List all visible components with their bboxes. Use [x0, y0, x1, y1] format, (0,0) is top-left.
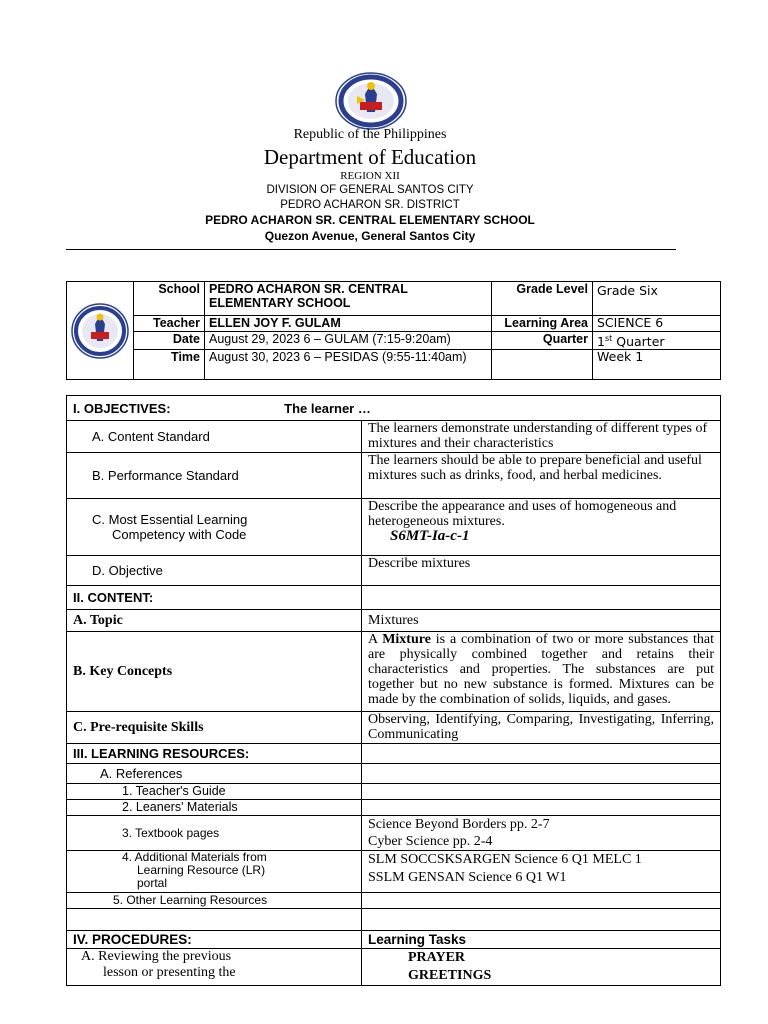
- key-concepts-label: B. Key Concepts: [67, 632, 362, 712]
- time-label: Time: [134, 350, 205, 380]
- additional-value-line1: SLM SOCCSKSARGEN Science 6 Q1 MELC 1: [368, 852, 642, 867]
- grade-level-value: Grade Six: [593, 282, 721, 316]
- empty-cell: [362, 893, 721, 909]
- key-concepts-value: [362, 632, 721, 712]
- additional-line1: 4. Additional Materials from: [122, 850, 267, 864]
- textbook-pages-label: 3. Textbook pages: [67, 816, 362, 851]
- objectives-row: [67, 396, 721, 421]
- teacher-label: Teacher: [134, 316, 205, 332]
- region-heading: REGION XII: [340, 170, 400, 182]
- references-label: A. References: [67, 764, 362, 784]
- division-heading: DIVISION OF GENERAL SANTOS CITY: [266, 184, 474, 196]
- melc-label-line1: C. Most Essential Learning: [92, 512, 248, 527]
- textbook-pages-value: [362, 816, 721, 851]
- prayer-task: PRAYER: [408, 950, 466, 965]
- content-standard-value: The learners demonstrate understanding of different types of mixtures and their characteristics: [362, 421, 721, 453]
- additional-materials-value: [362, 851, 721, 893]
- objectives-title: I. OBJECTIVES:: [73, 400, 171, 416]
- textbook-line1: Science Beyond Borders pp. 2-7: [368, 817, 550, 832]
- procedures-title: IV. PROCEDURES:: [67, 931, 362, 949]
- content-title: II. CONTENT:: [67, 586, 362, 610]
- empty-cell: [362, 909, 721, 931]
- week-value: Week 1: [593, 350, 721, 380]
- learners-materials-label: 2. Leaners' Materials: [67, 800, 362, 816]
- quarter-number: 1: [597, 334, 605, 350]
- lesson-info-table: [66, 281, 721, 380]
- school-label: School: [134, 282, 205, 316]
- key-concepts-article: A: [368, 632, 383, 647]
- melc-code: S6MT-Ia-c-1: [390, 528, 470, 544]
- melc-label-line2: Competency with Code: [112, 527, 247, 542]
- empty-cell: [362, 586, 721, 610]
- content-standard-label: A. Content Standard: [67, 421, 362, 453]
- teachers-guide-label: 1. Teacher's Guide: [67, 784, 362, 800]
- address-heading: Quezon Avenue, General Santos City: [264, 229, 476, 243]
- learning-area-value: SCIENCE 6: [593, 316, 721, 332]
- empty-cell: [362, 744, 721, 764]
- quarter-word: Quarter: [616, 334, 665, 350]
- review-line2: lesson or presenting the: [103, 965, 236, 980]
- objective-value: Describe mixtures: [362, 556, 721, 586]
- empty-cell: [362, 764, 721, 784]
- district-heading: PEDRO ACHARON SR. DISTRICT: [280, 199, 460, 211]
- greetings-task: GREETINGS: [408, 968, 492, 983]
- objective-label: D. Objective: [67, 556, 362, 586]
- empty-cell: [362, 784, 721, 800]
- topic-label: A. Topic: [67, 610, 362, 632]
- republic-heading: Republic of the Philippines: [293, 127, 447, 142]
- melc-label: [67, 499, 362, 556]
- learning-tasks-header: Learning Tasks: [362, 931, 721, 949]
- date-label: Date: [134, 332, 205, 350]
- prereq-value: Observing, Identifying, Comparing, Investigating, Inferring, Communicating: [362, 712, 721, 744]
- teacher-value: ELLEN JOY F. GULAM: [205, 316, 492, 332]
- review-line1: A. Reviewing the previous: [81, 949, 232, 964]
- quarter-ordinal: st: [604, 334, 613, 343]
- school-heading: PEDRO ACHARON SR. CENTRAL ELEMENTARY SCHOOL: [205, 213, 535, 227]
- header-divider: [66, 249, 676, 250]
- key-concepts-text: is a combination of two or more substances that are physically combined together and retains their characteristics and properties. The substances are put together but no new substance is formed. Mixtures can be made by the combination of solids, liquids, and gases.: [368, 632, 714, 707]
- performance-standard-value: The learners should be able to prepare beneficial and useful mixtures such as drinks, food, and herbal medicines.: [362, 453, 721, 499]
- grade-level-label: Grade Level: [492, 282, 593, 316]
- lesson-plan-table: [66, 395, 721, 986]
- school-value: PEDRO ACHARON SR. CENTRAL ELEMENTARY SCHOOL: [205, 282, 492, 316]
- date-value: August 29, 2023 6 – GULAM (7:15-9:20am): [205, 332, 492, 350]
- empty-cell: [67, 909, 362, 931]
- textbook-line2: Cyber Science pp. 2-4: [368, 834, 493, 849]
- review-tasks: [362, 949, 721, 986]
- review-label: [67, 949, 362, 986]
- department-heading: Department of Education: [263, 145, 477, 169]
- objectives-learner: The learner …: [284, 400, 371, 416]
- melc-value-cell: [362, 499, 721, 556]
- additional-materials-label: [67, 851, 362, 893]
- topic-value: Mixtures: [362, 610, 721, 632]
- other-resources-label: 5. Other Learning Resources: [67, 893, 362, 909]
- additional-line2: Learning Resource (LR): [137, 863, 266, 877]
- key-concepts-term: Mixture: [382, 632, 431, 647]
- additional-line3: portal: [137, 876, 168, 890]
- empty-cell: [492, 350, 593, 380]
- prereq-label: C. Pre-requisite Skills: [67, 712, 362, 744]
- melc-value: Describe the appearance and uses of homogeneous and heterogeneous mixtures.: [368, 499, 677, 529]
- quarter-value: [593, 332, 721, 350]
- time-value: August 30, 2023 6 – PESIDAS (9:55-11:40am): [205, 350, 492, 380]
- deped-seal-icon: [67, 297, 133, 365]
- additional-value-line2: SSLM GENSAN Science 6 Q1 W1: [368, 870, 567, 885]
- quarter-label: Quarter: [492, 332, 593, 350]
- learning-area-label: Learning Area: [492, 316, 593, 332]
- empty-cell: [362, 800, 721, 816]
- deped-seal-icon: [335, 72, 407, 130]
- resources-title: III. LEARNING RESOURCES:: [67, 744, 362, 764]
- performance-standard-label: B. Performance Standard: [67, 453, 362, 499]
